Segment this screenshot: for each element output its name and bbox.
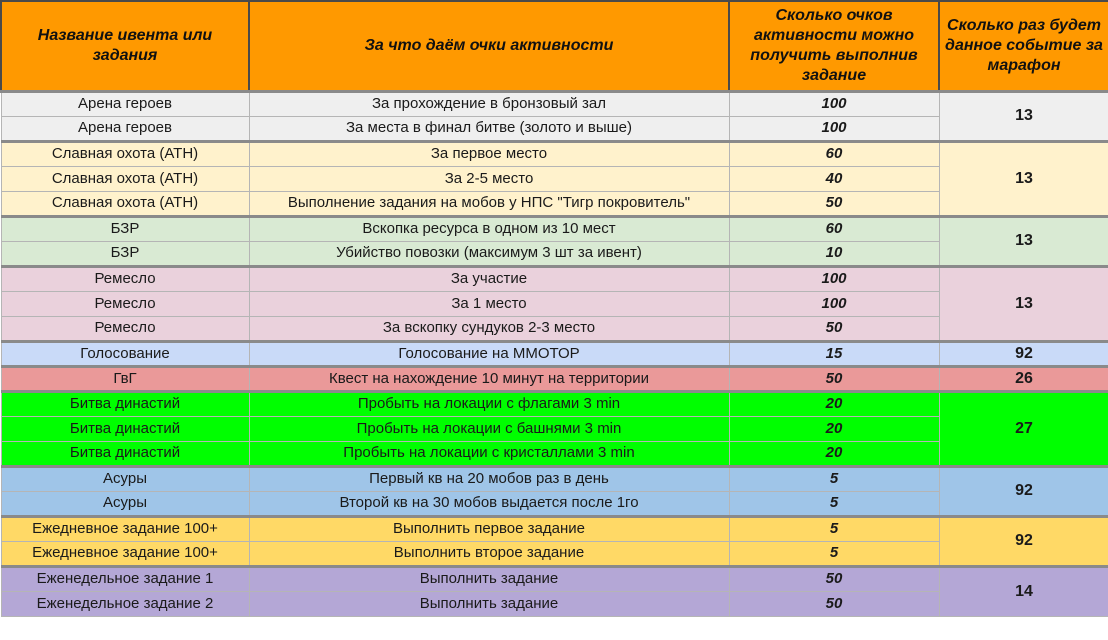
header-points: Сколько очков активности можно получить выполнив задание [729, 1, 939, 91]
points-cell: 5 [729, 466, 939, 491]
count-cell: 92 [939, 466, 1108, 516]
event-name-cell: Голосование [1, 341, 249, 366]
reason-cell: Вскопка ресурса в одном из 10 мест [249, 216, 729, 241]
event-name-cell: БЗР [1, 216, 249, 241]
reason-cell: Убийство повозки (максимум 3 шт за ивент) [249, 241, 729, 266]
table-row [1, 141, 1108, 166]
reason-cell: За участие [249, 266, 729, 291]
table-row [1, 466, 1108, 491]
points-cell: 100 [729, 266, 939, 291]
points-cell: 100 [729, 116, 939, 141]
table-row [1, 91, 1108, 116]
count-cell: 13 [939, 266, 1108, 341]
event-name-cell: ГвГ [1, 366, 249, 391]
points-cell: 50 [729, 566, 939, 591]
table-row [1, 266, 1108, 291]
points-cell: 15 [729, 341, 939, 366]
table-row [1, 566, 1108, 591]
event-name-cell: Асуры [1, 466, 249, 491]
event-name-cell: Славная охота (АТН) [1, 191, 249, 216]
reason-cell: За первое место [249, 141, 729, 166]
points-cell: 60 [729, 141, 939, 166]
points-cell: 50 [729, 366, 939, 391]
reason-cell: Выполнение задания на мобов у НПС "Тигр покровитель" [249, 191, 729, 216]
event-name-cell: БЗР [1, 241, 249, 266]
reason-cell: Пробыть на локации с флагами 3 min [249, 391, 729, 416]
event-name-cell: Ежедневное задание 100+ [1, 516, 249, 541]
reason-cell: Квест на нахождение 10 минут на территории [249, 366, 729, 391]
points-cell: 10 [729, 241, 939, 266]
reason-cell: Выполнить задание [249, 591, 729, 616]
count-cell: 13 [939, 141, 1108, 216]
points-cell: 60 [729, 216, 939, 241]
count-cell: 27 [939, 391, 1108, 466]
reason-cell: За прохождение в бронзовый зал [249, 91, 729, 116]
event-name-cell: Арена героев [1, 91, 249, 116]
event-name-cell: Ежедневное задание 100+ [1, 541, 249, 566]
points-cell: 5 [729, 541, 939, 566]
count-cell: 13 [939, 216, 1108, 266]
reason-cell: Выполнить задание [249, 566, 729, 591]
event-name-cell: Ремесло [1, 291, 249, 316]
event-name-cell: Еженедельное задание 2 [1, 591, 249, 616]
reason-cell: За 1 место [249, 291, 729, 316]
table-row [1, 366, 1108, 391]
points-cell: 50 [729, 191, 939, 216]
points-cell: 20 [729, 441, 939, 466]
points-cell: 40 [729, 166, 939, 191]
count-cell: 14 [939, 566, 1108, 616]
header-event-name: Название ивента или задания [1, 1, 249, 91]
reason-cell: Выполнить первое задание [249, 516, 729, 541]
table-row [1, 516, 1108, 541]
count-cell: 26 [939, 366, 1108, 391]
event-name-cell: Славная охота (АТН) [1, 141, 249, 166]
points-cell: 5 [729, 516, 939, 541]
count-cell: 92 [939, 516, 1108, 566]
event-name-cell: Еженедельное задание 1 [1, 566, 249, 591]
points-cell: 5 [729, 491, 939, 516]
count-cell: 92 [939, 341, 1108, 366]
header-count: Сколько раз будет данное событие за марафон [939, 1, 1108, 91]
header-reason: За что даём очки активности [249, 1, 729, 91]
table-row [1, 216, 1108, 241]
points-cell: 50 [729, 316, 939, 341]
points-cell: 100 [729, 91, 939, 116]
reason-cell: Первый кв на 20 мобов раз в день [249, 466, 729, 491]
event-name-cell: Славная охота (АТН) [1, 166, 249, 191]
event-name-cell: Битва династий [1, 416, 249, 441]
event-name-cell: Арена героев [1, 116, 249, 141]
reason-cell: Пробыть на локации с кристаллами 3 min [249, 441, 729, 466]
reason-cell: За вскопку сундуков 2-3 место [249, 316, 729, 341]
event-name-cell: Ремесло [1, 266, 249, 291]
count-cell: 13 [939, 91, 1108, 141]
event-name-cell: Ремесло [1, 316, 249, 341]
reason-cell: Голосование на ММОТОР [249, 341, 729, 366]
table-row [1, 341, 1108, 366]
reason-cell: За места в финал битве (золото и выше) [249, 116, 729, 141]
reason-cell: Второй кв на 30 мобов выдается после 1го [249, 491, 729, 516]
reason-cell: Выполнить второе задание [249, 541, 729, 566]
reason-cell: За 2-5 место [249, 166, 729, 191]
table-row [1, 391, 1108, 416]
header-row [1, 1, 1108, 91]
points-cell: 20 [729, 391, 939, 416]
points-cell: 20 [729, 416, 939, 441]
reason-cell: Пробыть на локации с башнями 3 min [249, 416, 729, 441]
points-cell: 100 [729, 291, 939, 316]
event-name-cell: Асуры [1, 491, 249, 516]
event-name-cell: Битва династий [1, 391, 249, 416]
event-name-cell: Битва династий [1, 441, 249, 466]
points-cell: 50 [729, 591, 939, 616]
